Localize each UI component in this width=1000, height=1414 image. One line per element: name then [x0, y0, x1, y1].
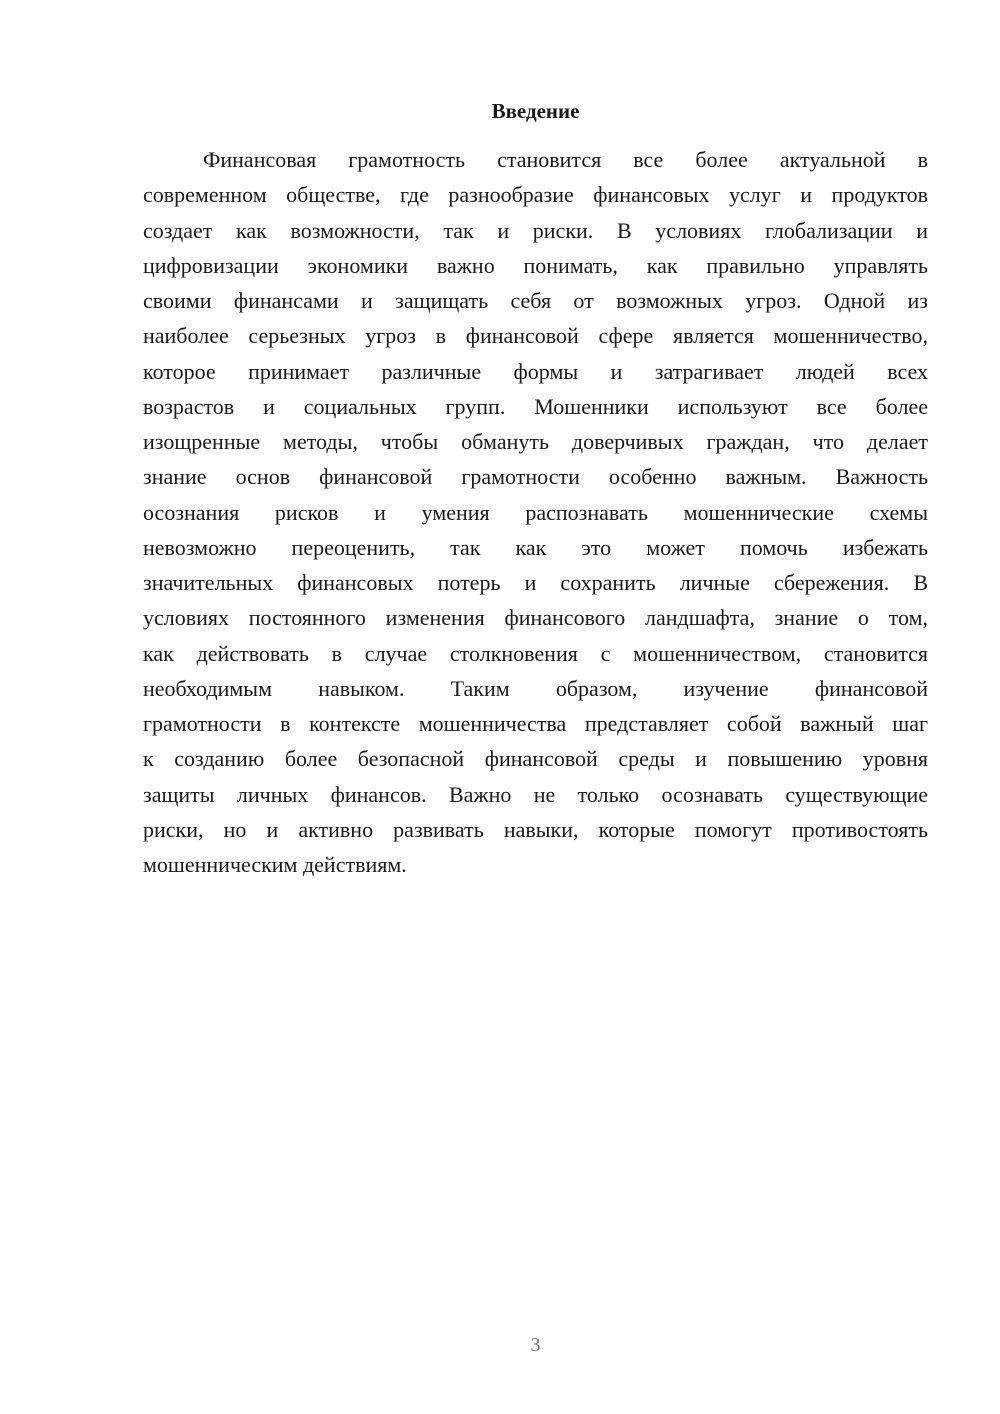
text-line: значительных финансовых потерь и сохранить личные сбережения. В [143, 570, 928, 595]
section-heading: Введение [491, 99, 580, 123]
text-line: современном обществе, где разнообразие финансовых услуг и продуктов [143, 182, 928, 208]
text-line: Финансовая грамотность становится все более актуальной в [203, 147, 928, 172]
text-line: мошенническим действиям. [143, 852, 407, 877]
text-line: защиты личных финансов. Важно не только осознавать существующие [143, 781, 928, 807]
text-line: невозможно переоценить, так как это может помочь избежать [143, 534, 928, 560]
text-line: необходимым навыком. Таким образом, изучение финансовой [143, 675, 928, 701]
text-line: условиях постоянного изменения финансового ландшафта, знание о том, [143, 605, 928, 631]
body-paragraph [143, 142, 928, 882]
text-line: риски, но и активно развивать навыки, которые помогут противостоять [143, 816, 928, 842]
text-line: к созданию более безопасной финансовой среды и повышению уровня [143, 746, 928, 772]
text-line: грамотности в контексте мошенничества представляет собой важный шаг [143, 711, 928, 736]
text-line: наиболее серьезных угроз в финансовой сфере является мошенничество, [143, 323, 928, 349]
text-line: знание основ финансовой грамотности особенно важным. Важность [143, 464, 928, 490]
text-line: своими финансами и защищать себя от возможных угроз. Одной из [143, 288, 928, 313]
text-line: как действовать в случае столкновения с мошенничеством, становится [143, 640, 928, 666]
text-line: которое принимает различные формы и затрагивает людей всех [143, 358, 928, 384]
text-line: цифровизации экономики важно понимать, как правильно управлять [143, 252, 928, 278]
text-line: создает как возможности, так и риски. В условиях глобализации и [143, 217, 928, 243]
page-number: 3 [530, 1334, 541, 1356]
text-line: возрастов и социальных групп. Мошенники используют все более [143, 393, 928, 419]
text-line: изощренные методы, чтобы обмануть доверчивых граждан, что делает [143, 429, 928, 454]
text-line: осознания рисков и умения распознавать мошеннические схемы [143, 499, 928, 525]
